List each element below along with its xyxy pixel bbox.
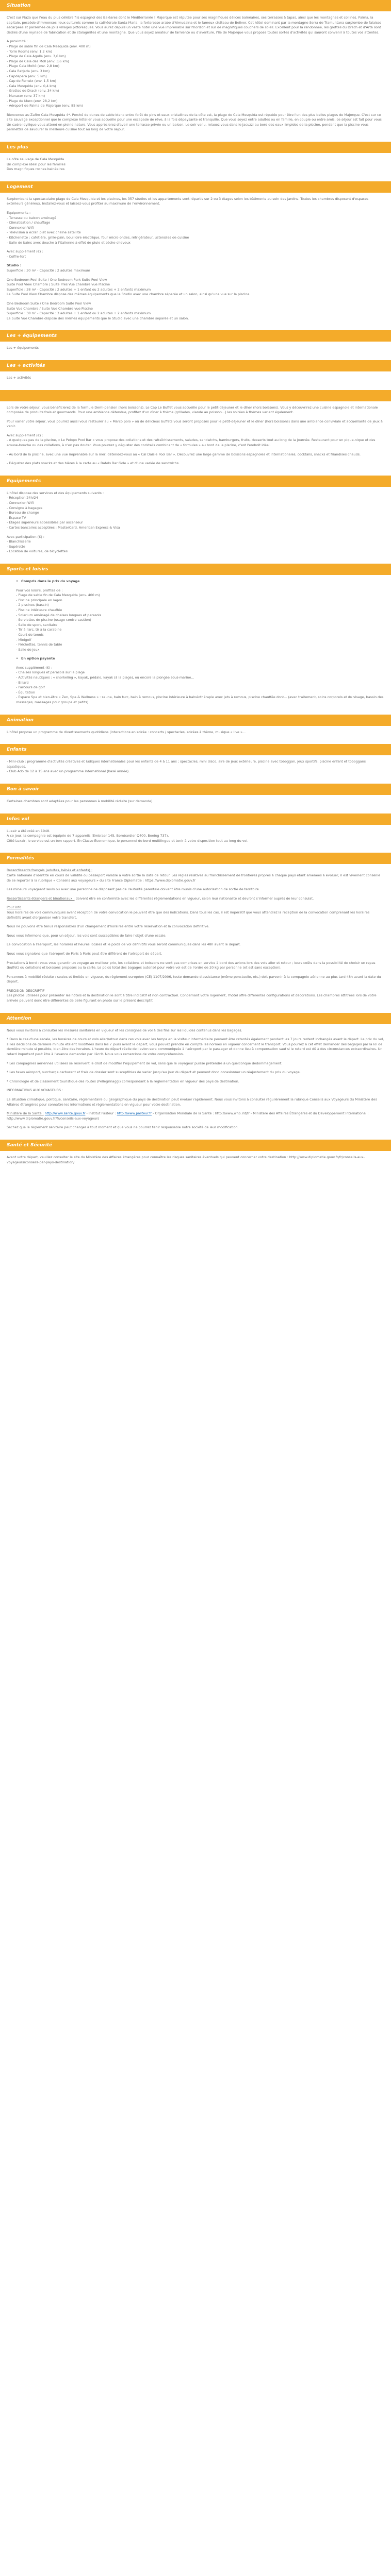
sports-option-title: • En option payante [7, 656, 384, 662]
restauration-paid-item: - Au bord de la piscine, avec une vue imprenable sur la mer, détendez-vous au « Cal Daisie Pool Bar ». Découvrez une large gamme de boissons espagnoles et internationales, cocktails, snacks et friandises chauds. [7, 452, 361, 456]
nearby-item: - Plage Cala Moltó (env. 2,8 km) [7, 64, 60, 69]
section-plus [0, 153, 391, 181]
activites-plus-text: Les + activités [7, 375, 31, 380]
sports-option-subtitle: Avec supplément (€) : [16, 665, 53, 670]
section-header-formalites: Formalités [0, 853, 391, 864]
section-header-attention: Attention [0, 1013, 391, 1024]
section-bon-a-savoir [0, 795, 391, 814]
section-infos-vol [0, 825, 391, 853]
formalites-text: Les mineurs voyageant seuls ou avec une personne ne disposant pas de l'autorité parentale doivent être munis d'une autorisation de sortie de territoire. [7, 887, 260, 892]
nearby-item: - Cala Mesquida (env. 0,4 km) [7, 83, 56, 88]
attention-text: * Dans le cas d'une escale, les horaires de cours et vols aller/retour dans ces vols avec les temps en la visiteur intermédiaire peuvent être retardés également pendant les 7 jours restent inchangés avant le départ. Le prix du vol, si les décisions de dernière minute étaient modifiées dans les 7 jours avant le départ, vous pouvez prendre en compte les normes en vigueur concernant le transport. Vous pourrez à cet effet demander des bagages par la loi de dernière minute si possible, bien-être des horaires. L'heure de départ réelle de l'avion sera communiquée à l'aéroport par le passager et donne lieu à compensation sauf si le retard est dû à des circonstances extraordinaires. Un retard important peut être à l'avance demander par l'écrit. Nous vous remercions de votre compréhension. [7, 1037, 384, 1057]
restauration-paid-item: - Déguster des plats snacks et des bières à la carte au « Batels Bar Gole » et d'une variée de sandwichs. [7, 461, 180, 466]
formalites-foreign [7, 896, 384, 902]
room-equipment-item: - Climatisation / chauffage [7, 221, 51, 225]
sports-free-item: - Tir à l'arc, tir à la carabine [16, 628, 62, 632]
room-equipment-item: - Salle de bains avec douche à l'italienne à effet de pluie et sèche-cheveux [7, 240, 131, 245]
sports-option-item: - Billard [16, 680, 29, 685]
pour-info-text: Tous horaires de vols communiqués avant réception de votre convocation le peuvent être que des indications. Dans tous les cas, il est impératif que vous attendiez la réception de la convocation comprenant les horaires définitifs avant d'organiser votre transfert. [7, 910, 370, 920]
hotel-paid-item: - Blanchisserie [7, 539, 31, 544]
logement-intro: Surplombant la spectaculaire plage de Cala Mesquida et les piscines, les 357 studios et les appartements sont répartis sur 2 ou 3 étages selon les bâtiments au sein des jardins. Toutes les chambres disposent d'espaces extérieurs généreux. Installez-vous et laissez-vous profiter au maximum de l'environnement. [7, 196, 369, 206]
hotel-service-item: - Espace TV [7, 515, 26, 520]
nearby-list [7, 44, 384, 109]
sports-free-list [7, 593, 384, 652]
flight-info-line: Côté Luxair, le service est un bon rapport. En Classe Economique, le personnel de bord multilingue et tenir à votre disposition tout au long du vol. [7, 838, 249, 843]
nearby-item: - Cap de Ferrutx (env. 1,5 km) [7, 79, 57, 83]
nearby-item: - Torre Rooms (env. 1,2 km) [7, 49, 53, 54]
restauration-paid-title: Avec supplément (€) : [7, 433, 43, 437]
restauration-text: Pour varier votre séjour, vous pourrez aussi vous restaurer au « Marco polo » où de délicieux buffets vous seront proposés pour le petit-déjeuner et le dîner (hors boissons) dans une ambiance conviviale et accueillante de jeux à venir. [7, 419, 383, 429]
section-enfants [0, 755, 391, 784]
suite-line: La Suite Pool View Chambre dispose des mêmes équipements que le Studio avec une chambre séparée et un salon, ainsi qu'une vue sur la piscine [7, 292, 250, 297]
sports-free-item: - Court de tennis [16, 632, 44, 637]
room-paid-title: Avec supplément (€) : [7, 249, 43, 254]
suite-line: Superficie : 38 m² - Capacité : 3 adultes + 1 enfant ou 2 adultes + 2 enfants maximum [7, 311, 151, 316]
nearby-title: A proximité : [7, 39, 28, 44]
pasteur-label: - Institut Pasteur : [85, 1111, 116, 1116]
hotel-paid-title: Avec participation (€) : [7, 534, 44, 539]
formalites-foreign-text: doivent être en conformité avec les différentes réglementations en vigueur, selon leur nationalité et devront s'informer auprès de leur consulat. [75, 896, 314, 901]
section-sports [0, 575, 391, 715]
attention-text: * Les compagnies aériennes utilisées se réservent le droit de modifier l'équipement de vol, sans que le voyageur puisse prétendre à un quelconque dédommagement. [7, 1061, 283, 1065]
sports-option-list [7, 670, 384, 705]
section-header-restauration [0, 390, 391, 401]
pasteur-link[interactable]: http://www.pasteur.fr [117, 1111, 152, 1116]
sports-option-item: - Équitation [16, 690, 35, 694]
section-header-bon-a-savoir: Bon à savoir [0, 784, 391, 795]
pour-info-text: Prestations à bord : vous vous garantir un voyage au meilleur prix, les collations et boissons ne sont pas comprises en service à bord des avions lors des vols aller et retour ; leurs coûts dans la possibilité de choisir un repas (buffet) ou collations et boissons proposés ou la carte. Le poids total des bagages autorisé pour votre vol est de l'ordre de 20 kg par personne (et est sans exception). [7, 960, 376, 970]
hotel-service-item: - Consigne à bagages [7, 505, 43, 510]
section-equipements-plus [0, 342, 391, 360]
attention-text: * Chronologie et de classement touristique des routes (Pellegrinaggi) correspondant à la réglementation en vigueur des pays de destination. [7, 1079, 239, 1083]
studio-details: Superficie : 30 m² - Capacité : 2 adultes maximum [7, 268, 90, 273]
section-animation [0, 726, 391, 744]
nearby-item: - Manacor (env. 37 km) [7, 93, 45, 98]
sports-free-item: - Serviettes de piscine (usage contre caution) [16, 618, 91, 622]
sports-included-title: • Compris dans le prix du voyage [7, 579, 384, 584]
situation-welcome: Bienvenue au Zafiro Cala Mesquida 4*. Perché de dunes de sable blanc entre forêt de pins et eaux cristallines de la côte est, la plage de Cala Mesquida est réputée pour être l'un des plus belles plages de Majorque. C'est sur ce site sauvage exceptionnel que le complexe hôtelier vous accueille pour une escapade de rêve, à la fois dépaysante et tranquille. Que vous soyez entre adultes ou en famille, en couple ou entre amis, ce séjour est fait pour vous. Un cadre idyllique vous attend en pleine nature. Vous apprécierez d'avoir une terrasse privée ou un balcon. Le soir venu, relaxez-vous dans le jacuzzi au bord des eaux limpides de la piscine, pendant que la piscine vous permettra de savourer la meilleure cuisine tout au long de votre séjour. [7, 112, 383, 132]
suite-line: Superficie : 38 m² - Capacité : 2 adultes + 1 enfant ou 2 adultes + 2 enfants maximum [7, 287, 151, 292]
pour-info-title: Pour info [7, 905, 22, 910]
section-header-enfants: Enfants [0, 744, 391, 755]
section-sante [0, 1151, 391, 1174]
sante-text: Avant votre départ, veuillez consulter le site du Ministère des Affaires étrangères pour connaître les risques sanitaires éventuels qui peuvent concerner votre destination : http://www.diplomatie.gouv.fr/fr/conseils-aux-voyageurs/conseils-par-pays-destination/ [7, 1155, 365, 1164]
section-formalites [0, 864, 391, 1012]
sports-free-item: - Fléchettes, tennis de table [16, 642, 62, 647]
section-logement [0, 193, 391, 330]
studio-title: Studio : [7, 263, 22, 268]
precision-text: Les photos utilisées pour présenter les hôtels et la destination le sont à titre indicatif et non contractuel. Concernant votre logement, l'hôtel offre différentes configurations et décorations. Les chambres attitrées lors de votre arrivée peuvent donc être différentes de celle figurant en photo sur le présent descriptif. [7, 993, 377, 1003]
sports-free-item: - Minigolf [16, 637, 31, 642]
room-equipment-item: - Terrasse ou balcon aménagé [7, 215, 57, 220]
restauration-text: Lors de votre séjour, vous bénéficierez de la formule Demi-pension (hors boissons). Le Cap Le Buffet vous accueille pour le petit-déjeuner et le dîner (hors boissons). Vous y découvrirez une cuisine espagnole et internationale composée de produits frais et gourmands. Pour une ambiance détendue, profitez d'un dîner à thème (grillades, viande au poisson...) les soirées à thèmes varient également. [7, 405, 378, 415]
voyageurs-info-title: INFORMATIONS AUX VOYAGEURS : [7, 1088, 63, 1093]
section-restauration [0, 401, 391, 476]
bon-a-savoir-text: Certaines chambres sont adaptées pour les personnes à mobilité réduite (sur demande). [7, 799, 154, 803]
formalites-foreign-title: Ressortissants étrangers et binationaux : [7, 896, 75, 901]
section-activites-plus [0, 371, 391, 390]
pour-info-text: Nous ne pouvons être tenus responsables d'un changement d'horaires entre votre réservation et la convocation définitive. [7, 924, 210, 929]
room-equipment-item: - Connexion Wifi [7, 225, 34, 230]
attention-text: La situation climatique, politique, sanitaire, réglementaire ou géographique du pays de destination peut évoluer rapidement. Nous vous invitons à consulter régulièrement la rubrique Conseils aux Voyageurs du Ministère des Affaires étrangères pour connaître les informations et réglementations en vigueur pour votre destination. [7, 1097, 377, 1107]
formalites-french-title: Ressortissants français (adultes, bébés et enfants) : [7, 868, 93, 873]
animation-text: L'hôtel propose un programme de divertissements quotidiens (interactions en soirée : concerts / spectacles, soirées à thème, musique « live »... [7, 730, 246, 734]
hotel-paid-list [7, 539, 384, 554]
precision-title: PRECISION DESCRIPTIF [7, 988, 45, 993]
hotel-service-item: - Cartes bancaires acceptées : MasterCard, American Express & Visa [7, 526, 120, 530]
teen-club-text: - Club Ado de 12 à 15 ans avec un programme international (basé année). [7, 769, 130, 774]
section-header-infos-vol: Infos vol [0, 814, 391, 825]
section-header-animation: Animation [0, 715, 391, 726]
hotel-paid-item: - Supérette [7, 544, 25, 549]
kids-club-text: - Mini-club : programme d'activités créatives et ludiques internationales pour les enfants de 4 à 11 ans ; spectacles, mini disco, aire de jeux extérieure, piscine avec toboggan, jeux sportifs, piscine enfant et toboggans aquatiques. [7, 759, 366, 769]
attention-text: Sachez que le règlement sanitaire peut changer à tout moment et que vous ne pourrez tenir responsable notre société de leur modification. [7, 1125, 239, 1130]
sports-option-item: - Espace Spa et bien-être « Zen, Spa & Wellness » : sauna, bain turc, bain à remous, piscine intérieure à balnéothérapie avec jets à remous, piscine chauffée dont... (avec traitement, soins corporels et du visage, bassin des massages, massages pour groupe et petits) [16, 695, 384, 705]
section-header-plus: Les plus [0, 142, 391, 153]
nearby-item: - Plage de Muro (env. 28,2 km) [7, 98, 58, 103]
suite-line: La Suite Vue Chambre dispose des mêmes équipements que le Studio avec une chambre séparée et un salon. [7, 316, 189, 320]
room-equipment-item: - Télévision à écran plat avec chaîne satellite [7, 230, 81, 235]
pour-info-text: La convocation à l'aéroport, les horaires et heures locales et le poids de vol définitifs vous seront communiqués dans les 48h avant le départ. [7, 942, 241, 947]
pour-info-text: Nous vous informons que, pour un séjour, les vols sont susceptibles de faire l'objet d'une escale. [7, 933, 167, 938]
section-attention [0, 1024, 391, 1140]
attention-text: Nous vous invitons à consulter les mesures sanitaires en vigueur et les consignes de vol à des fins sur les liquides contenus dans les bagages. [7, 1028, 242, 1032]
sports-option-item: - Chaises longues et parasols sur la plage [16, 670, 85, 675]
sports-free-title: Pour vos loisirs, profitez de : [16, 588, 63, 592]
pour-info-text: Nous vous signalons que l'aéroport de Paris à Paris peut être différent de l'aéroport de départ. [7, 951, 162, 956]
section-header-logement: Logement [0, 181, 391, 193]
suite-line: One Bedroom Suite / One Bedroom Suite Pool View [7, 301, 91, 306]
plus-item: La côte sauvage de Cala Mesquida [7, 157, 64, 162]
section-header-sante: Santé et Sécurité [0, 1140, 391, 1151]
plus-item: Des magnifiques roches balnéaires [7, 167, 65, 172]
sports-free-item: - Salle de jeux [16, 647, 40, 652]
sports-free-item: - Solarium aménagé de chaises longues et parasols [16, 613, 102, 617]
hotel-service-item: - Bureau de change [7, 511, 39, 515]
hotel-service-item: - Réception 24h/24 [7, 496, 38, 500]
sports-free-item: - Salle de sport, sanitaire [16, 622, 58, 627]
section-header-activites-plus: Les + activités [0, 360, 391, 371]
restauration-paid-item: - A quelques pas de la piscine, « Le Pelopo Pool Bar » vous propose des collations et des rafraîchissements, salades, sandwichs, hamburgers, fruits, desserts tout au long de la journée. Restaurant pour un pique-nique et des amuse-bouche ou des collations, à n'en pas douter. Vous pourrez y déguster des cocktails combinant de « formules » au bord de la piscine, c'est l'endroit idéal. [7, 438, 376, 448]
sports-option-item: - Activités nautiques : « snorkeling », kayak, pédalo, kayak (à la plage), ou encore la plongée sous-marine... [16, 675, 194, 680]
hotel-paid-item: - Location de voitures, de bicyclettes [7, 549, 68, 554]
pour-info-text: Personnes à mobilité réduite : seules et limitée en vigueur, du règlement européen (CE) 1107/2006, toute demande d'assistance (même ponctuelle, etc.) doit parvenir à la compagnie aérienne au plus tard 48h avant la date du départ. [7, 974, 381, 984]
hotel-services-list [7, 496, 384, 530]
nearby-item: - Grottes de Drach (env. 34 km) [7, 89, 59, 93]
health-ministry-label: Ministère de la Santé : [7, 1111, 44, 1116]
nearby-item: - Plage de Cala Agulla (env. 3,6 km) [7, 54, 66, 59]
nearby-item: - Plage de Cala des Moll (env. 3,6 km) [7, 59, 69, 63]
room-paid-item: - Coffre-fort [7, 254, 26, 259]
suite-line: One Bedroom Pool Suite / One Bedroom Park Suite Pool View [7, 277, 107, 282]
section-header-equipements-plus: Les + équipements [0, 330, 391, 342]
sports-free-item: - Piscine intérieure chauffée [16, 607, 62, 612]
equipements-plus-text: Les + équipements [7, 346, 39, 350]
room-equipment-list [7, 216, 384, 246]
formalites-text: Carte nationale d'identité en cours de validité ou passeport valable à votre sortie la date de retour. Les règles relatives au franchissement de frontières propres à chaque pays étant amenées à évoluer, il est vivement conseillé de se reporter à la rubrique « Conseils aux voyageurs » du site France Diplomatie : https://www.diplomatie.gouv.fr [7, 873, 381, 883]
sports-free-item: - Piscine principale en lagon [16, 598, 62, 602]
section-header-equipements: Equipements [0, 476, 391, 487]
section-header-sports: Sports et loisirs [0, 564, 391, 575]
section-equipements [0, 487, 391, 564]
nearby-item: - Capdepera (env. 5 km) [7, 74, 47, 78]
section-situation [0, 11, 391, 142]
sports-option-item: - Parcours de golf [16, 685, 45, 690]
situation-intro: C'est sur Plaza que l'eau du plus célèbre fils espagnol des Baléares dont le Méditerranée ! Majorque est réputée pour ses magnifiques délices balnéaires, ses terrasses à tapas, ainsi que les montagnes et collines. Palma, la capitale, possède d'immenses lieux culturels comme la cathédrale Santa Maria, la forteresse arabe d'Almudaina et le fameux château de Bellver. Cet hôtel dominant par la montagne Serra de Tramuntana surplombe de falaises escarpées et parsemée de jolis villages pittoresques. Vous aurez depuis un vaste hotel une vue imprenable sur l'horizon et sur de magnifiques couchers de soleil. Excellent pour la randonnée, les grottes du Drach et d'Artà sont dédiés d'une myriade de fabrication et de stalagmites et une montagne. Que vous soyez amateur de farniente ou d'aventure, l'île de Majorque vous propose toutes sortes d'activités qui sauront convenir à toutes vos attentes. [7, 15, 382, 35]
nearby-item: - Plage de sable fin de Cala Mesquida (env. 400 m) [7, 44, 91, 48]
sports-free-item: - Plage de sable fin de Cala Mesquida (env. 400 m) [16, 593, 100, 598]
nearby-item: - Cala Ratjada (env. 3 km) [7, 69, 50, 73]
flight-info-line: Luxair a été créé en 1948. [7, 828, 51, 833]
hotel-services-title: L'hôtel dispose des services et des équipements suivants : [7, 490, 104, 495]
health-links [7, 1111, 384, 1121]
nearby-item: - Aéroport de Palma de Majorque (env. 85 km) [7, 104, 83, 108]
health-links-rest: - Organisation Mondiale de la Santé : http://www.who.int/fr - Ministère des Affaires Étrangères et du Développement International : http://www.diplomatie.gouv.fr/fr/conseils-aux-voyageurs [7, 1111, 369, 1121]
plus-item: Un complexe idéal pour les familles [7, 162, 66, 166]
hotel-service-item: - Étages supérieurs accessibles par ascenseur [7, 520, 83, 525]
health-ministry-link[interactable]: http://www.sante.gouv.fr [44, 1111, 86, 1116]
flight-info-line: A ce jour, la compagnie est équipée de 7 appareils (Embraer 145, Bombardier Q400, Boeing 737). [7, 834, 169, 838]
suite-line: Suite Pool View Chambre / Suite Pres Vue chambre vue Piscine [7, 282, 110, 287]
hotel-service-item: - Connexion Wifi [7, 501, 34, 505]
room-equipment-item: - Kitchenette : cafetière, grille-pain, bouilloire électrique, four micro-ondes, réfrigérateur, ustensiles de cuisine [7, 235, 189, 240]
sports-free-item: - 2 piscines (bassin) [16, 603, 49, 607]
section-header-situation: Situation [0, 0, 391, 11]
suite-line: Suite Vue Chambre / Suite Vue Chambre vue Piscine [7, 306, 93, 311]
attention-text: * Les taxes aéroport, surcharge carburant et frais de dossier sont susceptibles de varier jusqu'au jour du départ et peuvent donc occasionner un réajustement du prix du voyage. [7, 1070, 301, 1075]
room-equipment-title: Equipements : [7, 211, 31, 215]
